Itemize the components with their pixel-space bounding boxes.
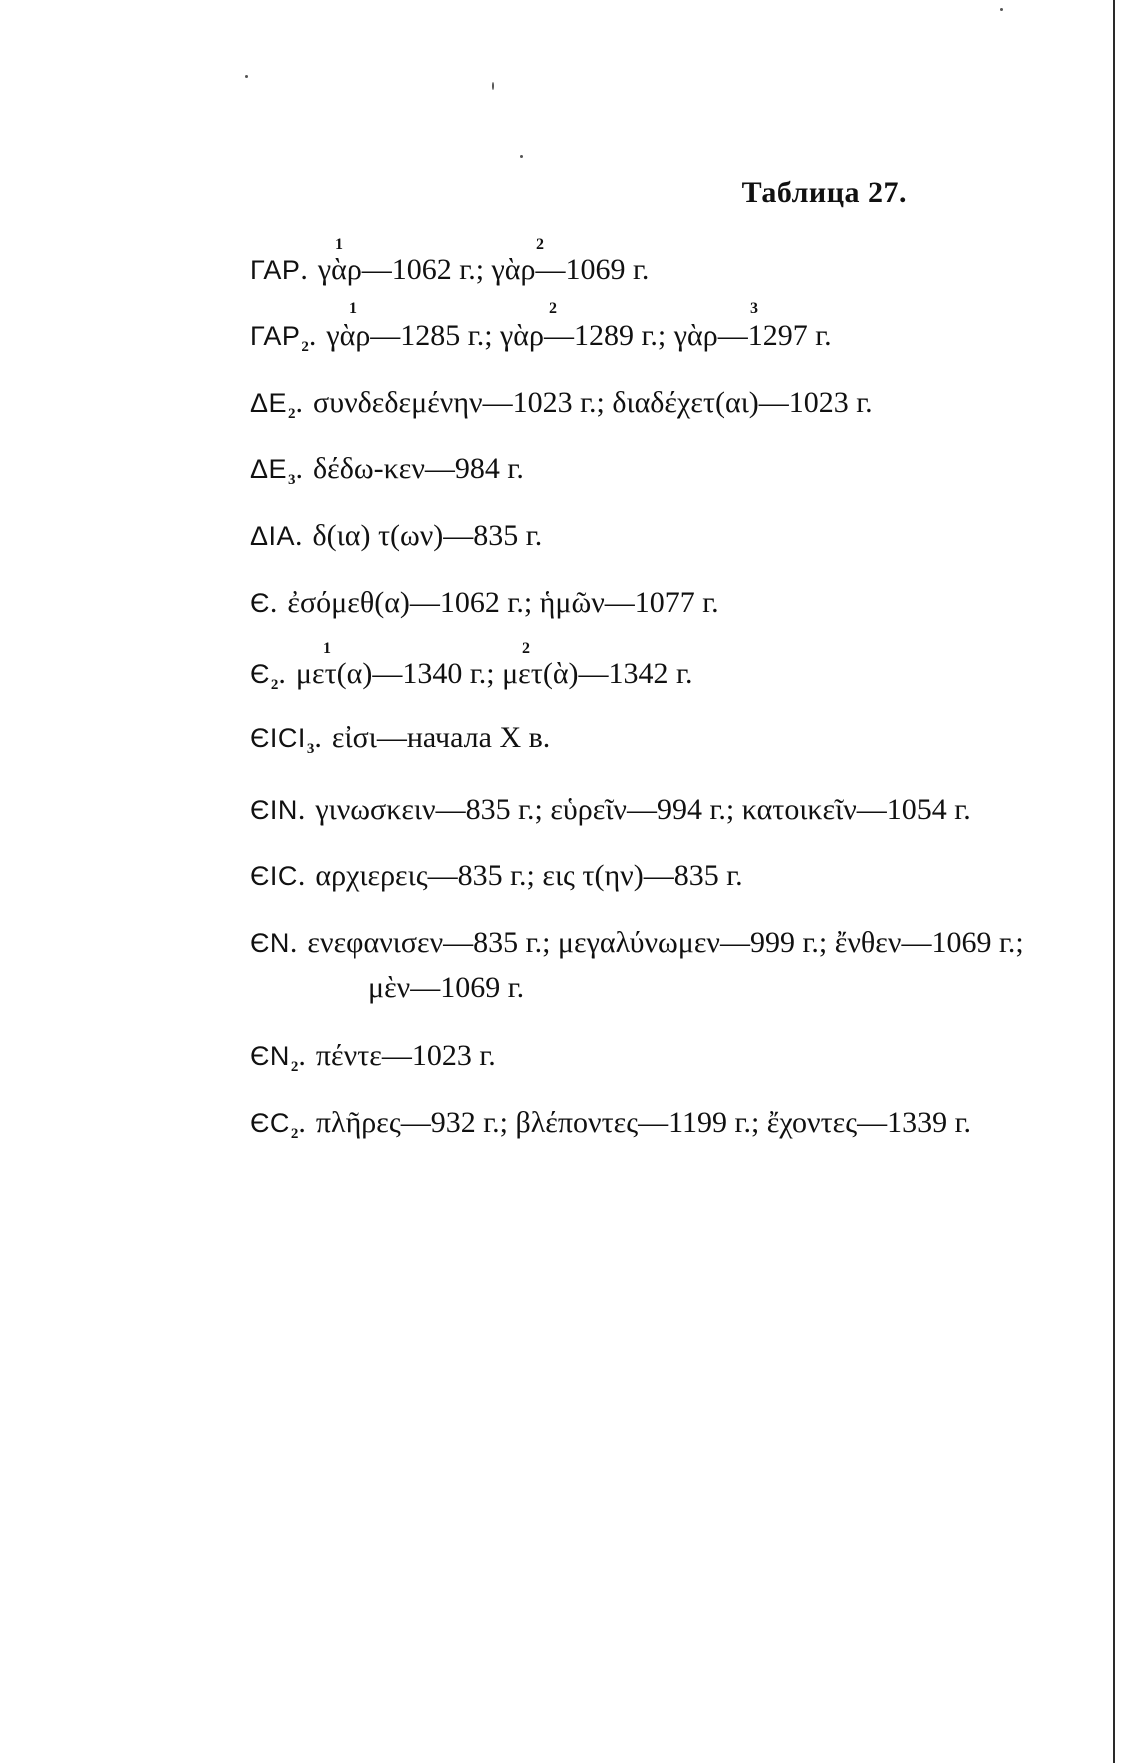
page-edge-line [1113,0,1115,1763]
entry-text: συνδεδεμένην—1023 г.; διαδέχετ(αι)—1023 г. [313,386,873,419]
index-entry: $\Delta E_3$. δέδω-κεν—984 г. [250,452,524,488]
entry-subscript: 2 [290,1059,299,1075]
entry-text: μετ(α)—1340 г.; μετ(ὰ)—1342 г. [295,657,693,690]
entry-heading: Є [250,588,270,618]
index-entry: $ЄС_2$. πλῆρες—932 г.; βλέποντες—1199 г.; ἔχοντες—1339 г. [250,1106,972,1142]
entry-subscript: 3 [288,472,296,488]
scan-speck [1000,8,1003,11]
index-entry: $\Delta E_2$. συνδεδεμένην—1023 г.; διαδέχετ(αι)—1023 г. [250,386,873,422]
superscript-index: 2 [522,640,530,657]
superscript-index: 3 [750,300,758,317]
entry-subscript: 2 [301,339,309,355]
superscript-index: 1 [323,640,331,657]
entry-text: γὰρ—1285 г.; γὰρ—1289 г.; γὰρ—1297 г. [326,319,832,352]
entry-text: γὰρ—1062 г.; γὰρ—1069 г. [317,253,650,286]
index-entry: ЄN. ενεφανισεν—835 г.; μεγαλύνωμεν—999 г.; ἔνθεν—1069 г.; [250,926,1024,959]
index-entry: ΔΙΑ. δ(ια) τ(ων)—835 г. [250,519,543,552]
index-entry-continuation [368,970,524,1006]
entry-heading: ΔΙΑ [250,521,296,551]
entry-heading: ЄN [250,1041,290,1071]
entry-heading: ГАР [250,255,301,285]
entry-text: πλῆρες—932 г.; βλέποντες—1199 г.; ἔχοντες—1339 г. [315,1106,972,1139]
table-label: Таблица 27. [741,176,907,209]
entry-heading: ЄІС [250,861,298,891]
entry-text: δ(ια) τ(ων)—835 г. [312,519,543,552]
entry-heading: ΔΕ [250,388,288,418]
entry-text: εἰσι—начала X в. [331,721,551,754]
entry-heading: ГАР [250,321,301,351]
entry-text: μὲν—1069 г. [368,971,525,1004]
entry-heading: ЄІСІ [250,723,306,753]
entry-subscript: 2 [288,406,296,422]
superscript-index: 1 [349,300,357,317]
superscript-index: 2 [536,236,544,253]
entry-text: αρχιερεις—835 г.; εις τ(ην)—835 г. [315,859,743,892]
index-entry: $ЄN_2$. πέντε—1023 г. [250,1039,496,1075]
index-entry: ЄІN. γινωσκειν—835 г.; εὑρεῖν—994 г.; κατοικεῖν—1054 г. [250,793,971,826]
entry-heading: ЄС [250,1108,290,1138]
scan-speck [520,155,523,158]
entry-heading: ΔΕ [250,454,288,484]
entry-subscript: 2 [290,1126,299,1142]
index-entry: $ГАР_2$. γὰρ—1285 г.; γὰρ—1289 г.; γὰρ—1297 г. [250,319,832,355]
entry-heading: Є [250,659,270,689]
scan-speck [245,75,248,78]
index-entry: ЄІС. αρχιερεις—835 г.; εις τ(ην)—835 г. [250,859,743,892]
index-entry: $ЄІСІ_3$. εἰσι—начала X в. [250,721,551,757]
superscript-index: 2 [549,300,557,317]
entry-text: γινωσκειν—835 г.; εὑρεῖν—994 г.; κατοικεῖν—1054 г. [315,793,971,826]
entry-text: πέντε—1023 г. [315,1039,496,1072]
scan-speck [492,82,494,90]
entry-text: δέδω-κεν—984 г. [313,452,524,485]
index-entry: $Є_2$. μετ(α)—1340 г.; μετ(ὰ)—1342 г. [250,657,693,693]
entry-subscript: 3 [306,741,315,757]
entry-subscript: 2 [270,677,279,693]
entry-heading: ЄІN [250,795,298,825]
index-entry: ГАР. γὰρ—1062 г.; γὰρ—1069 г. [250,253,650,286]
superscript-index: 1 [335,236,343,253]
index-entry: Є. ἐσόμεθ(α)—1062 г.; ἡμῶν—1077 г. [250,586,719,619]
entry-text: ἐσόμεθ(α)—1062 г.; ἡμῶν—1077 г. [287,586,719,619]
entry-text: ενεφανισεν—835 г.; μεγαλύνωμεν—999 г.; ἔνθεν—1069 г.; [307,926,1024,959]
entry-heading: ЄN [250,928,290,958]
